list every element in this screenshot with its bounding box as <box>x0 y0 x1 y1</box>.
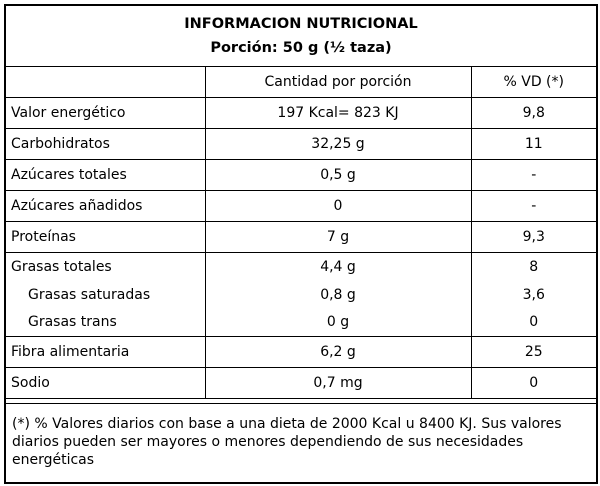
table-row <box>5 191 597 222</box>
header-daily-value: % VD (*) <box>471 67 597 98</box>
nutrient-name: Azúcares añadidos <box>5 191 205 222</box>
nutrient-dv: 11 <box>471 129 597 160</box>
nutrient-name: Proteínas <box>5 222 205 253</box>
table-row <box>5 222 597 253</box>
nutrient-name: Grasas totales <box>5 253 205 282</box>
nutrient-dv: 25 <box>471 337 597 368</box>
nutrient-dv: 0 <box>471 368 597 399</box>
nutrient-amount: 0 g <box>205 308 471 337</box>
nutrition-table <box>4 4 598 484</box>
nutrient-dv: 9,3 <box>471 222 597 253</box>
table-row <box>5 308 597 337</box>
footnote-row <box>5 404 597 484</box>
nutrient-amount: 32,25 g <box>205 129 471 160</box>
nutrient-dv: 9,8 <box>471 98 597 129</box>
nutrient-dv: - <box>471 160 597 191</box>
nutrient-amount: 0 <box>205 191 471 222</box>
nutrient-name: Valor energético <box>5 98 205 129</box>
table-row <box>5 253 597 282</box>
table-row <box>5 98 597 129</box>
nutrient-amount: 4,4 g <box>205 253 471 282</box>
nutrient-dv: - <box>471 191 597 222</box>
table-title-block <box>5 5 597 67</box>
nutrient-amount: 197 Kcal= 823 KJ <box>205 98 471 129</box>
nutrient-amount: 0,8 g <box>205 281 471 308</box>
footnote: (*) % Valores diarios con base a una dieta de 2000 Kcal u 8400 KJ. Sus valores diarios pueden ser mayores o menores dependiendo de sus necesidades energéticas <box>5 404 597 484</box>
nutrient-name: Sodio <box>5 368 205 399</box>
portion-size: Porción: 50 g (½ taza) <box>210 40 392 56</box>
table-row <box>5 160 597 191</box>
nutrient-amount: 7 g <box>205 222 471 253</box>
nutrient-name: Grasas trans <box>5 308 205 337</box>
nutrient-name: Azúcares totales <box>5 160 205 191</box>
nutrient-dv: 0 <box>471 308 597 337</box>
nutrient-name: Fibra alimentaria <box>5 337 205 368</box>
nutrient-amount: 0,7 mg <box>205 368 471 399</box>
header-amount: Cantidad por porción <box>205 67 471 98</box>
header-nutrient <box>5 67 205 98</box>
nutrient-amount: 6,2 g <box>205 337 471 368</box>
nutrient-dv: 3,6 <box>471 281 597 308</box>
nutrient-dv: 8 <box>471 253 597 282</box>
table-row <box>5 281 597 308</box>
nutrient-amount: 0,5 g <box>205 160 471 191</box>
header-row <box>5 67 597 98</box>
nutrient-name: Carbohidratos <box>5 129 205 160</box>
table-row <box>5 368 597 399</box>
nutrient-name: Grasas saturadas <box>5 281 205 308</box>
table-row <box>5 129 597 160</box>
table-title: INFORMACION NUTRICIONAL <box>184 16 418 32</box>
table-row <box>5 337 597 368</box>
